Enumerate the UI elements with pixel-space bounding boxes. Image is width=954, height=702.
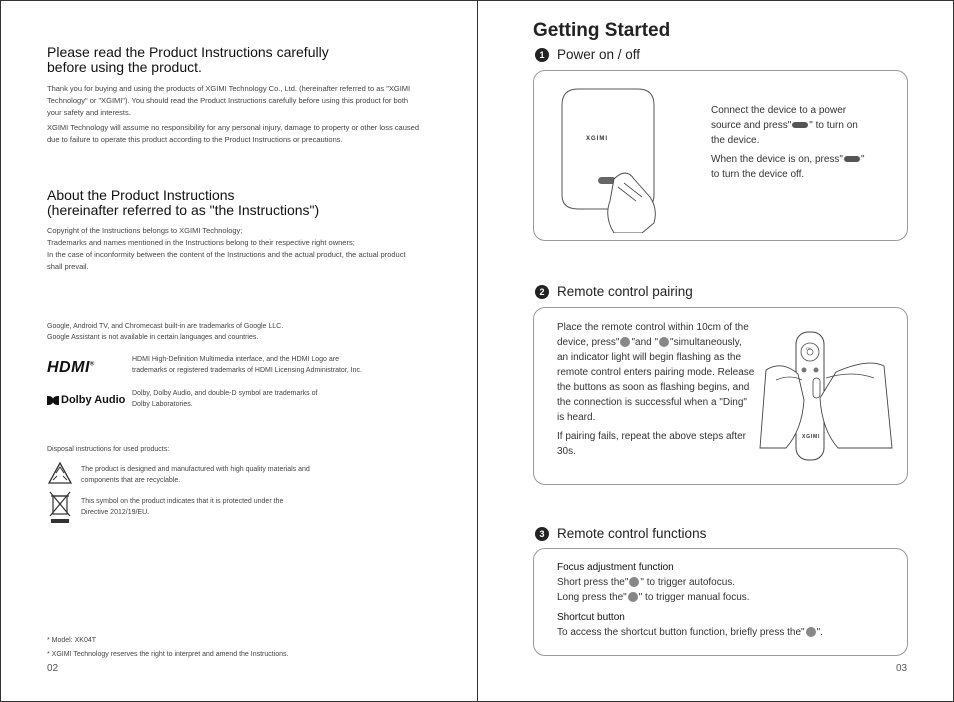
focus-button-icon <box>628 592 638 602</box>
remote-logo: XGIMI <box>802 434 821 440</box>
about-paragraph: Copyright of the Instructions belongs to XGIMI Technology; Trademarks and names mentioned in the Instructions belong to their respective right owners; In the case of inconformity between the content of the Instructions and the actual product, the actual product shall prevail. <box>47 226 406 271</box>
section-number-2: 2 <box>535 285 549 299</box>
google-trademark-text: Google, Android TV, and Chromecast built-in are trademarks of Google LLC. Google Assistant is not available in certain languages and countries. <box>47 323 284 341</box>
section-title-power: Power on / off <box>557 47 641 62</box>
disposal-title: Disposal instructions for used products: <box>47 446 170 453</box>
hdmi-logo: HDMI® <box>47 359 95 376</box>
home-button-icon <box>620 337 630 347</box>
shortcut-button-icon <box>806 627 816 637</box>
section-number-3: 3 <box>535 527 549 541</box>
weee-text: This symbol on the product indicates that it is protected under the Directive 2012/19/EU. <box>81 498 284 516</box>
page-number-left: 02 <box>47 663 59 674</box>
weee-bin-icon <box>49 491 71 530</box>
rights-note: * XGIMI Technology reserves the right to interpret and amend the Instructions. <box>47 651 289 658</box>
page-number-right: 03 <box>896 663 908 674</box>
pairing-instructions: Place the remote control within 10cm of the device, press" "and " "simultaneously, an indicator light will begin flashing as the remote control enters pairing mode. Release the buttons as soon as flashing begins, and the connection is successful when a "Ding" is heard. If pairing fails, repeat the above steps after 30s. <box>557 322 755 457</box>
hdmi-trademark-text: HDMI High-Definition Multimedia interface, and the HDMI Logo are trademarks or registered trademarks of HDMI Licensing Administrator, Inc. <box>132 356 362 374</box>
heading-read-instructions: Please read the Product Instructions carefully before using the product. <box>47 44 329 75</box>
power-panel <box>533 70 908 241</box>
focus-title: Focus adjustment function <box>557 562 674 573</box>
heading-about-instructions: About the Product Instructions (hereinafter referred to as "the Instructions") <box>47 187 320 218</box>
device-logo: XGIMI <box>586 136 609 142</box>
pairing-panel <box>533 307 908 485</box>
focus-button-icon <box>629 577 639 587</box>
section-title-functions: Remote control functions <box>557 526 707 541</box>
dolby-trademark-text: Dolby, Dolby Audio, and double-D symbol are trademarks of Dolby Laboratories. <box>132 390 318 408</box>
liability-paragraph: XGIMI Technology will assume no responsibility for any personal injury, damage to property or other loss caused due to failure to operate this product according to the Product Instructions or precautions. <box>47 123 419 144</box>
functions-panel <box>533 548 908 656</box>
model-note: * Model: XK04T <box>47 637 97 644</box>
remote-pairing-illustration <box>756 330 896 467</box>
dolby-logo: Dolby Audio <box>47 394 125 406</box>
power-button-icon <box>844 156 860 162</box>
remote-ok-label: OK <box>806 346 812 351</box>
functions-content: Focus adjustment function Short press the" " to trigger autofocus. Long press the" " to trigger manual focus. Shortcut button To access the shortcut button function, briefly press the" ". <box>557 560 897 640</box>
recycle-text: The product is designed and manufactured with high quality materials and components that are recyclable. <box>81 466 310 484</box>
page-title: Getting Started <box>533 20 671 41</box>
intro-paragraph: Thank you for buying and using the products of XGIMI Technology Co., Ltd. (hereinafter referred to as "XGIMI Technology" or "XGIMI"). You should read the Product Instructions carefully before using this product for both your safety and interests. <box>47 84 411 117</box>
menu-button-icon <box>659 337 669 347</box>
section-number-1: 1 <box>535 48 549 62</box>
right-page <box>477 0 954 702</box>
power-instructions: Connect the device to a power source and press" " to turn on the device. When the device is on, press" " to turn the device off. <box>711 105 865 180</box>
section-title-pairing: Remote control pairing <box>557 284 693 299</box>
double-d-icon <box>47 396 59 405</box>
power-button-icon <box>792 122 808 128</box>
shortcut-title: Shortcut button <box>557 612 625 623</box>
projector-illustration <box>554 83 684 238</box>
recycle-icon <box>47 461 73 492</box>
